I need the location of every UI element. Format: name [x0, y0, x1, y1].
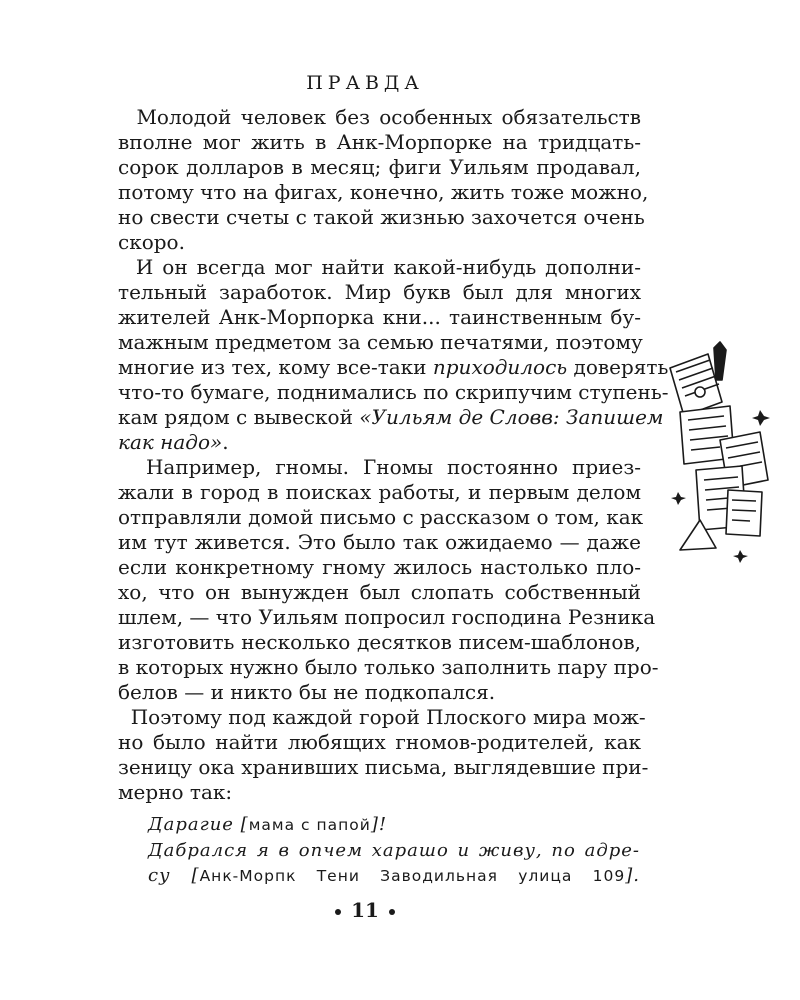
letter-line: Дабрался я в опчем харашо и живу, по адре-	[148, 840, 640, 861]
letter-fill: мама с папой	[248, 816, 371, 834]
pile-of-letters-icon	[660, 340, 780, 570]
text-line: жителей Анк-Морпорка кни... таинственным бу-	[118, 305, 641, 329]
letter-line: Дарагие [мама с папой]!	[148, 814, 388, 835]
paragraph-1	[113, 105, 649, 255]
letter-line: су [Анк-Морпк Тени Заводильная улица 109].	[148, 865, 640, 886]
text-line: вполне мог жить в Анк-Морпорке на тридцать-	[118, 130, 641, 154]
text-line: тельный заработок. Мир букв был для многих	[118, 280, 641, 304]
text-line: белов — и никто бы не подкопался.	[118, 680, 496, 704]
letter-template	[148, 812, 640, 889]
text-line: но свести счеты с такой жизнью захочется очень	[118, 205, 645, 229]
text-line: И он всегда мог найти какой-нибудь дополни-	[135, 255, 641, 279]
text-line: что-то бумаге, поднимались по скрипучим ступень-	[118, 380, 669, 404]
text-line: хо, что он вынужден был слопать собственный	[118, 580, 641, 604]
letter-fill: Анк-Морпк Тени Заводильная улица 109	[199, 867, 626, 885]
sign-text: «Уильям де Словв: Запишем	[359, 405, 664, 429]
text-line: многие из тех, кому все-таки приходилось доверять	[118, 355, 669, 379]
paragraph-3	[113, 455, 659, 705]
page-number: 11	[0, 898, 730, 922]
text-line: зеницу ока хранивших письма, выглядевшие при-	[118, 755, 649, 779]
text-line: но было найти любящих гномов-родителей, как	[118, 730, 641, 754]
italic-word: приходилось	[432, 355, 568, 379]
page-title: ПРАВДА	[306, 72, 424, 94]
text-line: отправляли домой письмо с рассказом о том, как	[118, 505, 644, 529]
text-line: в которых нужно было только заполнить пару про-	[118, 655, 659, 679]
text-line: Например, гномы. Гномы постоянно приез-	[145, 455, 641, 479]
text-line: Молодой человек без особенных обязательств	[136, 105, 641, 129]
paragraph-4	[113, 705, 649, 805]
bullet-icon	[389, 909, 395, 915]
sign-text-end: как надо»	[118, 430, 223, 454]
text-line: скоро.	[118, 230, 185, 254]
text-line: Поэтому под каждой горой Плоского мира мож-	[130, 705, 646, 729]
text-line: мажным предметом за семью печатями, поэтому	[118, 330, 643, 354]
text-line: жали в город в поисках работы, и первым делом	[118, 480, 641, 504]
text-line: шлем, — что Уильям попросил господина Резника	[118, 605, 656, 629]
text-line: кам рядом с вывеской «Уильям де Словв: Запишем	[118, 405, 664, 429]
bullet-icon	[335, 909, 341, 915]
text-line: сорок долларов в месяц; фиги Уильям продавал,	[118, 155, 641, 179]
text-line: потому что на фигах, конечно, жить тоже можно,	[118, 180, 649, 204]
text-line: им тут живется. Это было так ожидаемо — даже	[118, 530, 641, 554]
text-line: как надо».	[118, 430, 229, 454]
text-line: если конкретному гному жилось настолько пло-	[118, 555, 641, 579]
body-text	[113, 105, 669, 805]
text-line: мерно так:	[118, 780, 233, 804]
text-line: изготовить несколько десятков писем-шаблонов,	[118, 630, 641, 654]
paragraph-2	[113, 255, 669, 455]
